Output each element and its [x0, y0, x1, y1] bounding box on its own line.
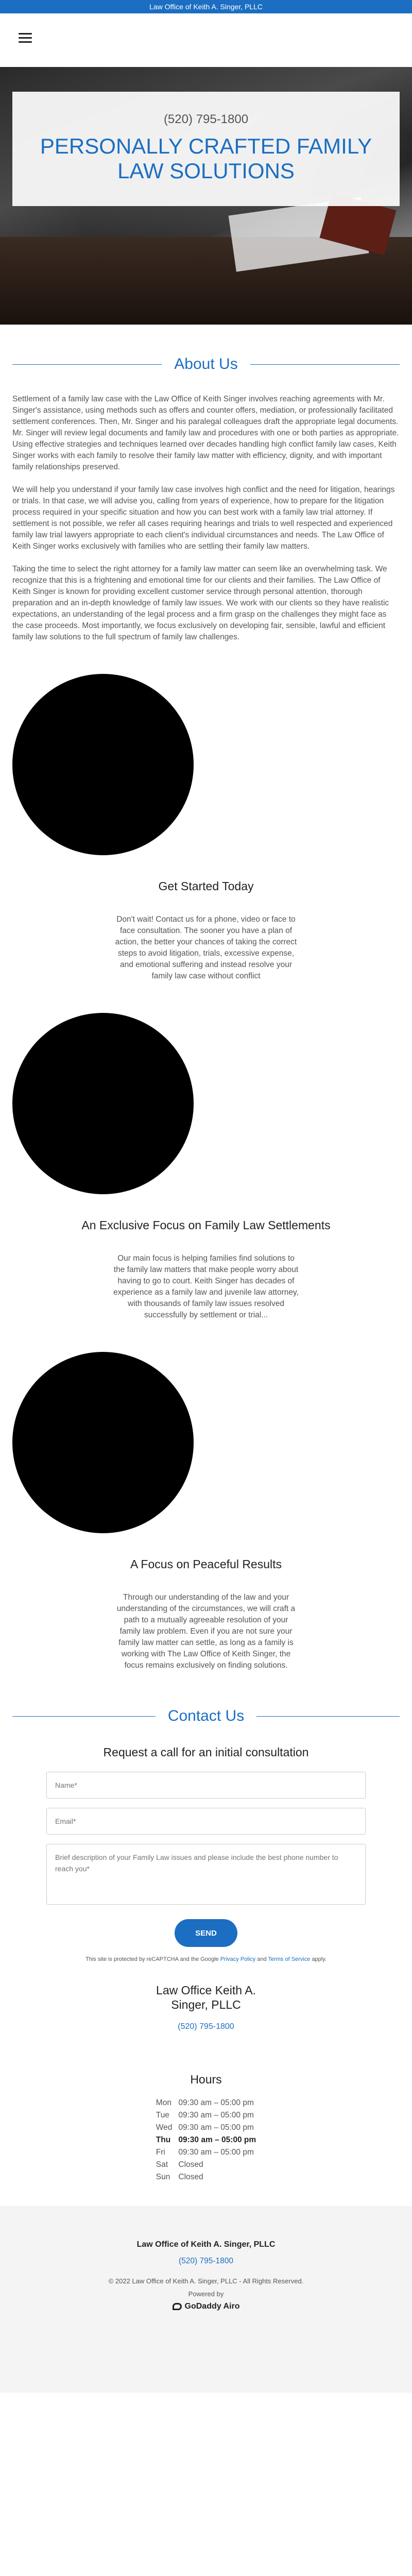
hours-time: Closed — [178, 2173, 203, 2181]
hours-day: Mon — [156, 2098, 171, 2107]
feature-text: Through our understanding of the law and your understanding of the circumstances, we will craft a path to a mutually agreeable resolution of your family law problem. Even if you are not sure your family law matter can settle, as long as a family is working with The Law Office of Keith Singer, the focus remains exclusively on finding solutions. — [116, 1593, 296, 1670]
terms-of-service-link[interactable]: Terms of Service — [268, 1956, 311, 1962]
hours-day: Tue — [156, 2111, 169, 2120]
footer — [0, 2206, 412, 2393]
recaptcha-suffix: apply. — [312, 1956, 327, 1962]
hours-row-today — [153, 2134, 259, 2146]
send-button[interactable]: SEND — [175, 1919, 237, 1947]
message-field[interactable] — [46, 1844, 366, 1905]
godaddy-airo-link[interactable] — [173, 2302, 240, 2311]
contact-form — [0, 1745, 412, 1962]
feature-text: Our main focus is helping families find solutions to the family law matters that make people worry about having to go to court. Keith Singer has decades of experience as a family law and juvenile law attorney, with thousands of family law issues resolved successfully by settlement or trial... — [113, 1254, 299, 1319]
contact-subheading: Request a call for an initial consultation — [103, 1745, 309, 1759]
navbar — [0, 13, 412, 67]
hours-row — [153, 2109, 259, 2122]
business-phone-link[interactable]: (520) 795-1800 — [178, 2022, 234, 2031]
brand-label: GoDaddy Airo — [184, 2302, 240, 2311]
hours-row — [153, 2159, 259, 2171]
contact-heading — [12, 1707, 400, 1725]
footer-business-name: Law Office of Keith A. Singer, PLLC — [136, 2240, 276, 2249]
privacy-policy-link[interactable]: Privacy Policy — [220, 1956, 256, 1962]
hours-time: 09:30 am – 05:00 pm — [178, 2111, 254, 2120]
business-name: Law Office Keith A. Singer, PLLC — [156, 1984, 256, 2011]
name-field[interactable] — [46, 1772, 366, 1799]
hours-day: Sun — [156, 2173, 170, 2181]
recaptcha-prefix: This site is protected by reCAPTCHA and the Google — [85, 1956, 219, 1962]
copyright: © 2022 Law Office of Keith A. Singer, PLLC - All Rights Reserved. — [108, 2277, 304, 2285]
about-paragraph: Settlement of a family law case with the Law Office of Keith Singer involves reaching agreements with Mr. Singer's assistance, using methods such as offers and counter offers, mediation, or professionally facilitated settlement conferences. Then, Mr. Singer and his paralegal colleagues draft the appropriate legal documents. Mr. Singer will review legal documents and family law and procedures with one or both parties as appropriate. Using effective strategies and techniques learned over decades handling high conflict family law cases, Keith Singer works with each family to resolve their family law matter with efficiency, dignity, and with important family relationships preserved. — [12, 395, 399, 471]
hours-time: 09:30 am – 05:00 pm — [178, 2136, 256, 2144]
about-paragraph: Taking the time to select the right attorney for a family law matter can seem like an overwhelming task. We recognize that this is a frightening and emotional time for our clients and their families. The Law Office of Keith Singer is known for providing excellent customer service through personal attention, thorough preparation and an in-depth knowledge of family law issues. We work with our clients so they have realistic expectations, an understanding of the legal process and a firm grasp on the challenges they might face as the case proceeds. Most importantly, we focus exclusively on developing fair, sensible, lawful and efficient family law solutions to the full spectrum of family law challenges. — [12, 565, 389, 641]
menu-icon[interactable] — [19, 33, 32, 43]
divider-line — [12, 1716, 156, 1717]
hours-day: Fri — [156, 2148, 165, 2157]
hours-time: Closed — [178, 2160, 203, 2169]
feature-text: Don't wait! Contact us for a phone, video or face to face consultation. The sooner you have a plan of action, the better your chances of taking the correct steps to avoid litigation, trials, excessive expense, and emotional suffering and instead resolve your family law case without conflict — [115, 915, 297, 980]
divider-line — [250, 364, 400, 365]
hours-day: Thu — [156, 2136, 171, 2144]
about-title: About Us — [174, 355, 238, 372]
divider-line — [256, 1716, 400, 1717]
about-paragraph: We will help you understand if your family law case involves high conflict and the need for litigation, hearings or trials. In that case, we will advise you, calling from years of experience, how to prepare for the litigation process required in your specific situation and how you can best work with a family law trial attorney. If settlement is not possible, we refer all cases requiring hearings and trials to well respected and experienced family law trial lawyers appropriate to each client's individual circumstances and needs. The Law Office of Keith Singer works exclusively with families who are settling their family law matters. — [12, 485, 395, 551]
feature-image — [12, 1352, 194, 1533]
footer-phone-link[interactable]: (520) 795-1800 — [179, 2257, 233, 2265]
godaddy-logo-icon — [173, 2303, 182, 2310]
hero-title: PERSONALLY CRAFTED FAMILY LAW SOLUTIONS — [40, 134, 372, 183]
contact-title: Contact Us — [167, 1707, 245, 1724]
recaptcha-notice — [46, 1956, 366, 1962]
feature-card — [0, 1013, 412, 1321]
hero-box — [12, 92, 400, 206]
powered-by: Powered by — [188, 2290, 224, 2298]
hours-time: 09:30 am – 05:00 pm — [178, 2098, 254, 2107]
hours-row — [153, 2097, 259, 2109]
feature-card — [0, 674, 412, 982]
hours-row — [153, 2171, 259, 2183]
about-section — [0, 394, 412, 643]
feature-card — [0, 1352, 412, 1671]
hours-time: 09:30 am – 05:00 pm — [178, 2123, 254, 2132]
hero-phone[interactable]: (520) 795-1800 — [163, 112, 249, 126]
business-info — [0, 1983, 412, 2031]
recaptcha-and: and — [257, 1956, 267, 1962]
hours-row — [153, 2122, 259, 2134]
feature-title: Get Started Today — [158, 879, 254, 893]
feature-title: A Focus on Peaceful Results — [130, 1557, 282, 1571]
email-field[interactable] — [46, 1808, 366, 1835]
top-banner — [0, 0, 412, 13]
feature-title: An Exclusive Focus on Family Law Settlements — [81, 1218, 331, 1232]
hours-table — [153, 2097, 259, 2183]
divider-line — [12, 364, 162, 365]
about-heading — [12, 355, 400, 373]
hours-row — [153, 2146, 259, 2159]
top-banner-title: Law Office of Keith A. Singer, PLLC — [149, 3, 263, 11]
feature-image — [12, 1013, 194, 1194]
hours-day: Sat — [156, 2160, 168, 2169]
hours-section — [0, 2073, 412, 2183]
hours-title: Hours — [190, 2073, 222, 2086]
feature-image — [12, 674, 194, 855]
hours-time: 09:30 am – 05:00 pm — [178, 2148, 254, 2157]
hours-day: Wed — [156, 2123, 173, 2132]
hero — [0, 67, 412, 325]
